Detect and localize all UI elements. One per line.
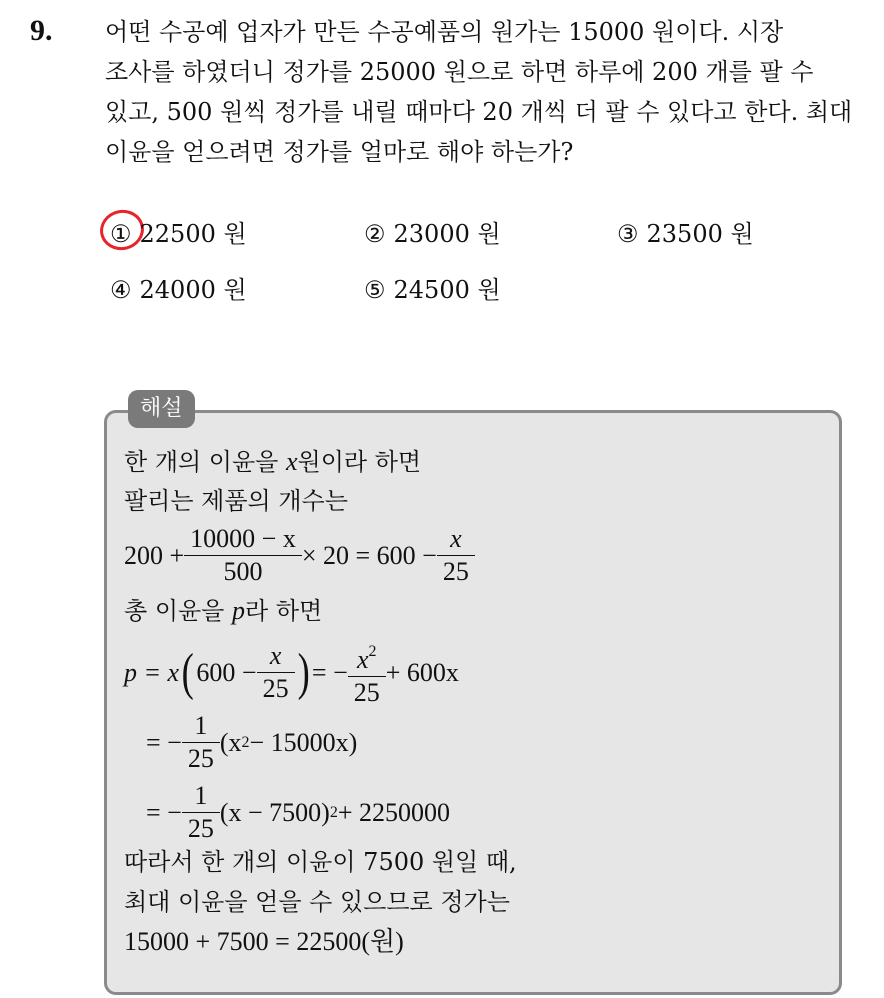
numerator: 1 bbox=[194, 781, 208, 810]
math-text: = − bbox=[311, 657, 348, 687]
equation-count bbox=[124, 525, 475, 586]
denominator: 25 bbox=[437, 555, 475, 586]
choice-4[interactable] bbox=[110, 274, 247, 306]
choice-5[interactable] bbox=[364, 274, 501, 306]
denominator: 500 bbox=[184, 555, 302, 586]
solution-final: 15000 + 7500 = 22500(원) bbox=[124, 927, 404, 956]
fraction bbox=[185, 712, 217, 773]
choice-mark: ④ bbox=[110, 276, 132, 304]
math-text: + 2250000 bbox=[337, 797, 450, 827]
variable-p: p bbox=[232, 596, 245, 625]
text: 총 이윤을 bbox=[124, 597, 232, 625]
choice-3[interactable] bbox=[617, 218, 754, 250]
equation-step-2 bbox=[146, 712, 357, 773]
exponent: 2 bbox=[329, 803, 338, 821]
choice-text: 24500 원 bbox=[393, 276, 501, 304]
choice-2[interactable] bbox=[364, 218, 501, 250]
choice-mark: ⑤ bbox=[364, 276, 386, 304]
question-line: 조사를 하였더니 정가를 25000 원으로 하면 하루에 200 개를 팔 수 bbox=[105, 58, 814, 86]
text: 원이라 하면 bbox=[297, 448, 422, 476]
fraction bbox=[440, 525, 472, 586]
solution-line: 따라서 한 개의 이윤이 7500 원일 때, bbox=[124, 848, 517, 876]
equation-profit bbox=[124, 638, 459, 707]
math-text: × 20 = 600 − bbox=[301, 540, 437, 570]
equation-step-3 bbox=[146, 782, 450, 843]
math-text: = − bbox=[146, 797, 182, 827]
math-text: p = x bbox=[124, 657, 180, 687]
math-text: 200 + bbox=[124, 540, 185, 570]
question-number: 9. bbox=[30, 14, 53, 47]
math-text: (x bbox=[219, 727, 242, 757]
math-text: = − bbox=[146, 727, 182, 757]
solution-line bbox=[124, 446, 421, 478]
exponent: 2 bbox=[368, 643, 377, 660]
variable-x: x bbox=[356, 645, 369, 674]
fraction bbox=[351, 638, 383, 707]
text: 라 하면 bbox=[245, 597, 323, 625]
denominator: 25 bbox=[348, 676, 386, 707]
solution-line bbox=[124, 595, 322, 627]
math-text: + 600x bbox=[385, 657, 459, 687]
fraction bbox=[187, 525, 299, 586]
math-text: (x − 7500) bbox=[219, 797, 330, 827]
solution-line: 최대 이윤을 얻을 수 있으므로 정가는 bbox=[124, 888, 510, 916]
choice-mark: ① bbox=[110, 220, 132, 248]
left-paren: ( bbox=[181, 643, 194, 701]
numerator: x bbox=[269, 641, 282, 670]
choice-mark: ② bbox=[364, 220, 386, 248]
right-paren: ) bbox=[297, 643, 310, 701]
solution-badge: 해설 bbox=[128, 390, 195, 428]
fraction bbox=[185, 782, 217, 843]
denominator: 25 bbox=[182, 812, 220, 843]
denominator: 25 bbox=[182, 742, 220, 773]
text: 한 개의 이윤을 bbox=[124, 448, 286, 476]
solution-line: 팔리는 제품의 개수는 bbox=[124, 487, 348, 515]
variable-x: x bbox=[286, 447, 298, 476]
choice-text: 22500 원 bbox=[139, 220, 247, 248]
choice-mark: ③ bbox=[617, 220, 639, 248]
choice-text: 23000 원 bbox=[393, 220, 501, 248]
question-line: 이윤을 얻으려면 정가를 얼마로 해야 하는가? bbox=[105, 138, 574, 166]
numerator: 1 bbox=[194, 711, 208, 740]
question-line: 있고, 500 원씩 정가를 내릴 때마다 20 개씩 더 팔 수 있다고 한다. 최대 bbox=[105, 98, 853, 126]
choice-text: 24000 원 bbox=[139, 276, 247, 304]
fraction bbox=[260, 642, 292, 703]
math-text: 600 − bbox=[196, 657, 257, 687]
choice-text: 23500 원 bbox=[646, 220, 754, 248]
denominator: 25 bbox=[257, 672, 295, 703]
question-line: 어떤 수공예 업자가 만든 수공예품의 원가는 15000 원이다. 시장 bbox=[105, 18, 784, 46]
numerator: x bbox=[450, 524, 462, 553]
numerator bbox=[354, 638, 380, 676]
question-text bbox=[105, 12, 860, 172]
exponent: 2 bbox=[241, 733, 250, 751]
choice-1[interactable] bbox=[110, 218, 247, 250]
numerator: 10000 − x bbox=[190, 524, 296, 553]
math-text: − 15000x) bbox=[249, 727, 358, 757]
